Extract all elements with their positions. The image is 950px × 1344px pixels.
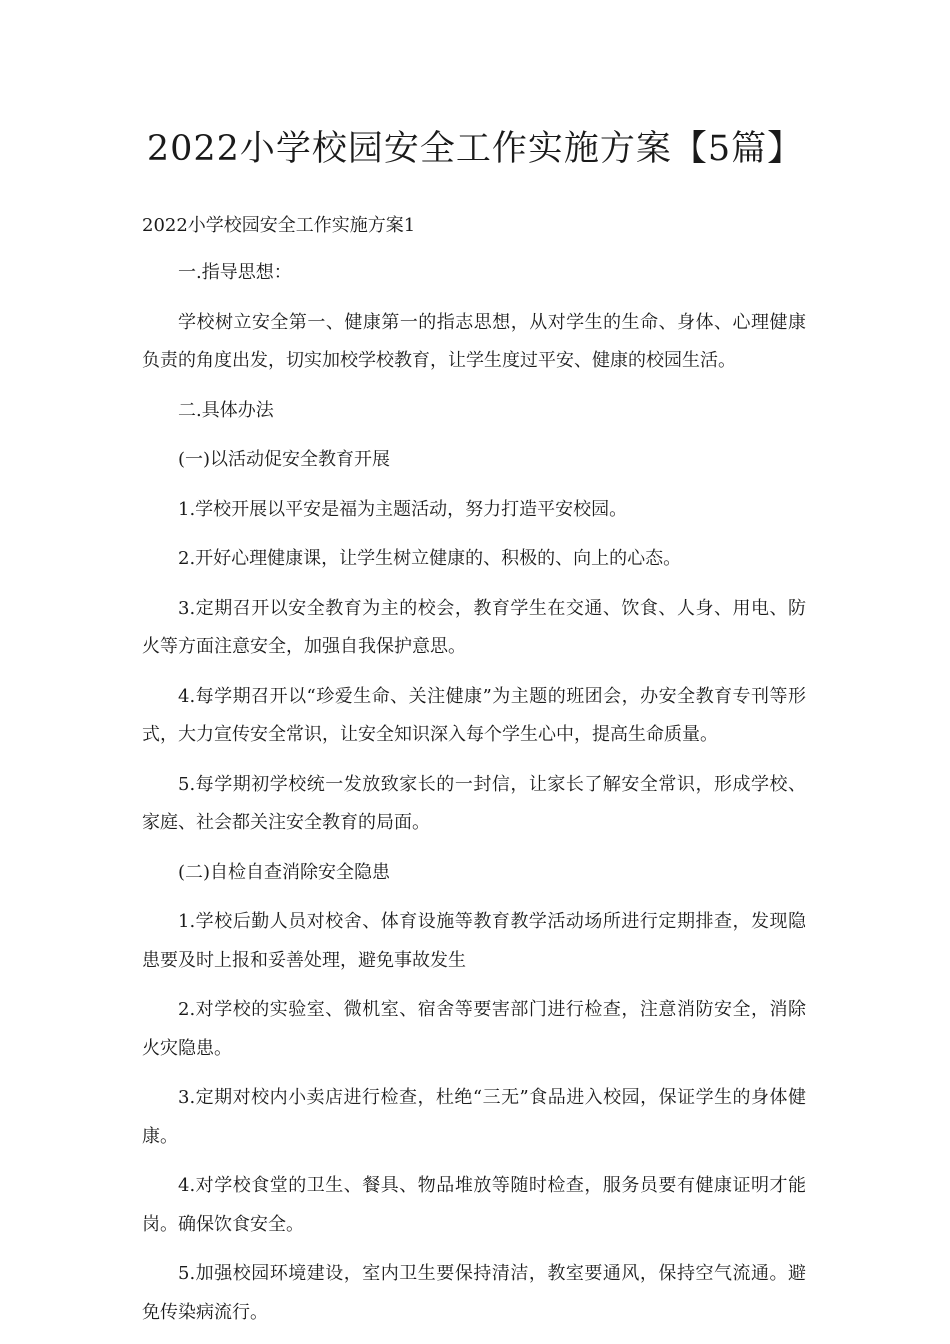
paragraph-subheading-activities: (一)以活动促安全教育开展	[178, 449, 391, 470]
paragraph-item: 3.定期召开以安全教育为主的校会，教育学生在交通、饮食、人身、用电、防火等方面注意安全，加强自我保护意思。	[142, 597, 806, 657]
paragraph-item: 4.对学校食堂的卫生、餐具、物品堆放等随时检查，服务员要有健康证明才能岗。确保饮食安全。	[142, 1175, 806, 1235]
document-body	[142, 254, 806, 1343]
paragraph-guiding-thought-heading: 一.指导思想：	[178, 262, 292, 283]
paragraph-item: 1.学校后勤人员对校舍、体育设施等教育教学活动场所进行定期排查，发现隐患要及时上报和妥善处理，避免事故发生	[142, 911, 806, 971]
paragraph-item: 3.定期对校内小卖店进行检查，杜绝“三无”食品进入校园，保证学生的身体健康。	[142, 1087, 806, 1147]
paragraph-item: 1.学校开展以平安是福为主题活动，努力打造平安校园。	[178, 498, 628, 520]
section-heading: 2022小学校园安全工作实施方案1	[142, 215, 416, 236]
paragraph-item: 5.加强校园环境建设，室内卫生要保持清洁，教室要通风，保持空气流通。避免传染病流行。	[142, 1263, 806, 1323]
paragraph-item: 4.每学期召开以“珍爱生命、关注健康”为主题的班团会，办安全教育专刊等形式，大力宣传安全常识，让安全知识深入每个学生心中，提高生命质量。	[142, 685, 806, 745]
paragraph-item: 2.对学校的实验室、微机室、宿舍等要害部门进行检查，注意消防安全，消除火灾隐患。	[142, 999, 806, 1059]
paragraph-guiding-thought: 学校树立安全第一、健康第一的指志思想，从对学生的生命、身体、心理健康负责的角度出发，切实加校学校教育，让学生度过平安、健康的校园生活。	[142, 311, 806, 371]
paragraph-subheading-self-inspection: (二)自检自查消除安全隐患	[178, 861, 391, 883]
paragraph-item: 2.开好心理健康课，让学生树立健康的、积极的、向上的心态。	[178, 548, 682, 569]
document-title: 2022小学校园安全工作实施方案【5篇】	[146, 129, 804, 169]
paragraph-item: 5.每学期初学校统一发放致家长的一封信，让家长了解安全常识，形成学校、家庭、社会都关注安全教育的局面。	[142, 773, 806, 833]
paragraph-methods-heading: 二.具体办法	[178, 399, 274, 421]
